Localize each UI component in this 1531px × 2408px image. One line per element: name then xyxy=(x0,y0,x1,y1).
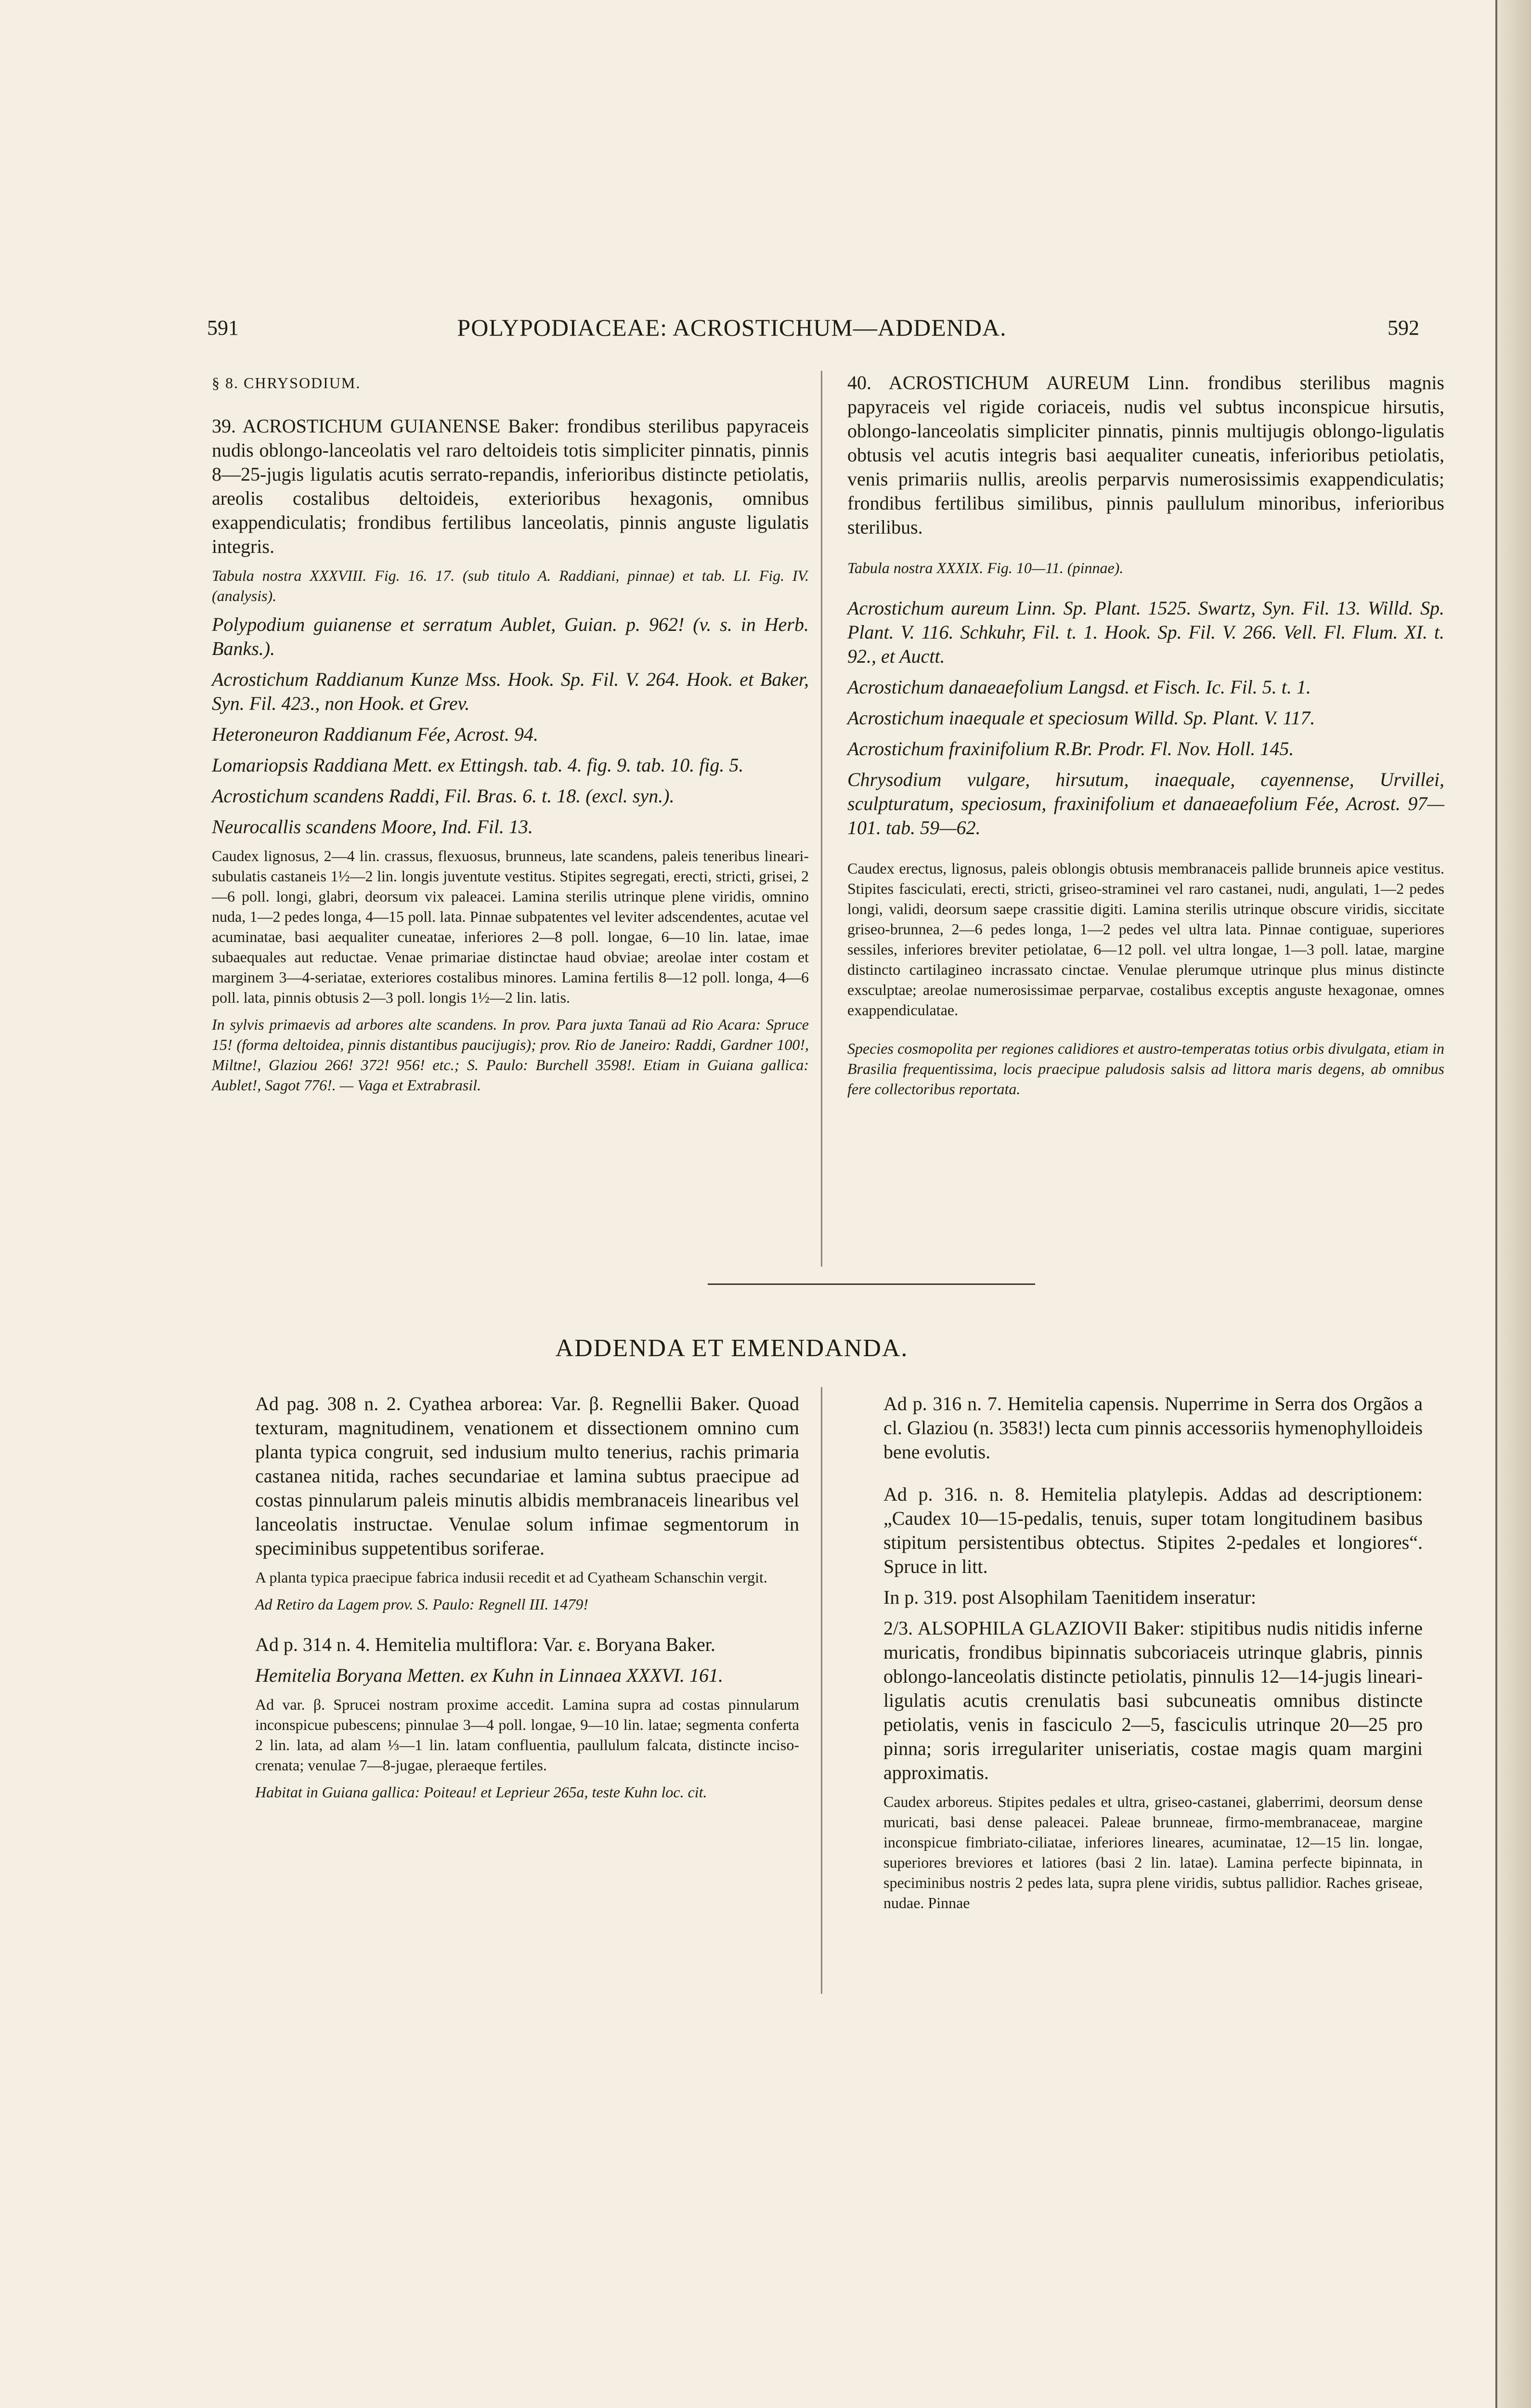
addenda-entry: Ad p. 316 n. 7. Hemitelia capensis. Nuperrime in Serra dos Orgãos a cl. Glaziou (n. 3583!) lecta cum pinnis accessoriis hymenophylloideis bene evolutis. xyxy=(883,1393,1423,1463)
addenda-right-column xyxy=(883,1392,1423,1920)
species-diagnosis: 39. ACROSTICHUM GUIANENSE Baker: frondibus sterilibus papyraceis nudis oblongo-lanceolatis vel raro deltoideis totis simpliciter pinnatis, pinnis 8—25-jugis ligulatis acutis serrato-repandis, inferioribus distincte petiolatis, areolis costalibus deltoideis, exterioribus hexagonis, omnibus exappendiculatis; frondibus fertilibus lanceolatis, pinnis anguste ligulatis integris. xyxy=(212,415,809,557)
addenda-note: Ad var. β. Sprucei nostram proxime accedit. Lamina supra ad costas pinnularum inconspicue pubescens; pinnulae 3—4 poll. longae, 9—10 lin. latae; segmenta conferta 2 lin. lata, ad alam ⅓—1 lin. latam confluentia, paullulum falcata, distincte inciso-crenata; venulae 7—8-jugae, pleraeque fertiles. xyxy=(255,1696,799,1774)
species-diagnosis: 40. ACROSTICHUM AUREUM Linn. frondibus sterilibus magnis papyraceis vel rigide coriaceis, nudis vel subtus inconspicue hirsutis, oblongo-lanceolatis simpliciter pinnatis, pinnis multijugis oblongo-ligulatis obtusis vel acutis integris basi aequaliter cuneatis, inferioribus petiolatis, venis primariis nullis, areolis perparvis numerosissimis exappendiculatis; frondibus fertilibus similibus, pinnis paullulum minoribus, inferioribus sterilibus. xyxy=(847,372,1444,538)
synonym: Acrostichum inaequale et speciosum Willd. Sp. Plant. V. 117. xyxy=(847,707,1315,729)
right-column xyxy=(847,371,1444,1106)
addenda-note: Caudex arboreus. Stipites pedales et ultra, griseo-castanei, glaberrimi, deorsum dense muricati, basi dense paleacei. Paleae brunneae, firmo-membranaceae, margine inconspicue fimbriato-ciliatae, inferiores lineares, acuminatae, 12—15 lin. longae, superiores breviores et latiores (basi 2 lin. latae). Lamina perfecte bipinnata, in speciminibus nostris 2 pedes lata, supra plene viridis, subtus pallidior. Raches griseae, nudae. Pinnae xyxy=(883,1793,1423,1911)
synonym: Acrostichum danaeaefolium Langsd. et Fisch. Ic. Fil. 5. t. 1. xyxy=(847,676,1311,698)
addenda-synonym: Hemitelia Boryana Metten. ex Kuhn in Linnaea XXXVI. 161. xyxy=(255,1664,724,1686)
synonym: Heteroneuron Raddianum Fée, Acrost. 94. xyxy=(212,723,539,745)
addenda-title: ADDENDA ET EMENDANDA. xyxy=(555,1335,908,1362)
column-divider xyxy=(821,371,822,1267)
synonym: Acrostichum fraxinifolium R.Br. Prodr. Fl. Nov. Holl. 145. xyxy=(847,738,1294,759)
habitat-note: In sylvis primaevis ad arbores alte scandens. In prov. Para juxta Tanaü ad Rio Acara: Spruce 15! (forma deltoidea, pinnis distantibus paucijugis); prov. Rio de Janeiro: Raddi, Gardner 100!, Miltne!, Glaziou 266! 372! 956! etc.; S. Paulo: Burchell 3598!. Etiam in Guiana gallica: Aublet!, Sagot 776!. — Vaga et Extrabrasil. xyxy=(212,1016,809,1094)
addenda-locality: Ad Retiro da Lagem prov. S. Paulo: Regnell III. 1479! xyxy=(255,1596,588,1613)
plate-reference: Tabula nostra XXXVIII. Fig. 16. 17. (sub titulo A. Raddiani, pinnae) et tab. LI. Fig. IV. (analysis). xyxy=(212,567,809,604)
running-title: POLYPODIACEAE: ACROSTICHUM—ADDENDA. xyxy=(457,314,1007,341)
section-divider xyxy=(708,1283,1035,1285)
right-page-number: 592 xyxy=(1388,316,1419,340)
synonym: Neurocallis scandens Moore, Ind. Fil. 13. xyxy=(212,816,533,838)
species-description: Caudex erectus, lignosus, paleis oblongis obtusis membranaceis pallide brunneis apice vestitus. Stipites fasciculati, erecti, stricti, griseo-straminei vel raro castanei, nudi, angulati, 1—2 pedes longi, validi, deorsum saepe crassitie digiti. Lamina sterilis utrinque obscure viridis, siccitate griseo-brunnea, 2—6 pedes longa, 1—2 pedes vel ultra lata. Pinnae contiguae, superiores sessiles, inferiores breviter petiolatae, 6—12 poll. vel ultra longae, 1—3 poll. latae, margine distincto cartilagineo incrassato cinctae. Venulae plerumque utrinque plus minus distincte exsculptae; areolae numerosissimae perparvae, costalibus exceptis anguste hexagonae, omnes exappendiculatae. xyxy=(847,860,1444,1019)
addenda-entry: Ad pag. 308 n. 2. Cyathea arborea: Var. β. Regnellii Baker. Quoad texturam, magnitudinem, venationem et dissectionem omnino cum planta typica congruit, sed indusium multo tenerius, rachis primaria castanea nitida, raches secundariae et lamina subtus praecipue ad costas pinnularum paleis minutis albidis membranaceis linearibus vel lanceolatis instructae. Venulae solum infimae segmentorum in speciminibus suppetentibus soriferae. xyxy=(255,1393,799,1559)
synonym: Chrysodium vulgare, hirsutum, inaequale, cayennense, Urvillei, sculpturatum, speciosum, fraxinifolium et danaeaefolium Fée, Acrost. 97—101. tab. 59—62. xyxy=(847,769,1444,838)
left-column xyxy=(212,371,809,1102)
addenda-note: A planta typica praecipue fabrica indusii recedit et ad Cyatheam Schanschin vergit. xyxy=(255,1569,767,1586)
synonym: Polypodium guianense et serratum Aublet, Guian. p. 962! (v. s. in Herb. Banks.). xyxy=(212,614,809,659)
synonym: Lomariopsis Raddiana Mett. ex Ettingsh. tab. 4. fig. 9. tab. 10. fig. 5. xyxy=(212,754,744,776)
synonym: Acrostichum Raddianum Kunze Mss. Hook. Sp. Fil. V. 264. Hook. et Baker, Syn. Fil. 423., non Hook. et Grev. xyxy=(212,668,809,714)
addenda-entry: Ad p. 316. n. 8. Hemitelia platylepis. Addas ad descriptionem: „Caudex 10—15-pedalis, tenuis, super totam longitudinem basibus stipitum persistentibus obtectus. Stipites 2-pedales et longiores“. Spruce in litt. xyxy=(883,1483,1423,1577)
synonym: Acrostichum scandens Raddi, Fil. Bras. 6. t. 18. (excl. syn.). xyxy=(212,785,675,807)
column-divider xyxy=(821,1387,822,1994)
running-header xyxy=(0,315,1454,349)
section-heading: § 8. CHRYSODIUM. xyxy=(212,374,361,392)
addenda-entry: Ad p. 314 n. 4. Hemitelia multiflora: Var. ε. Boryana Baker. xyxy=(255,1634,715,1655)
binding-edge xyxy=(1495,0,1497,2408)
addenda-locality: Habitat in Guiana gallica: Poiteau! et Leprieur 265a, teste Kuhn loc. cit. xyxy=(255,1783,707,1801)
addenda-entry: In p. 319. post Alsophilam Taenitidem inseratur: xyxy=(883,1586,1257,1608)
addenda-left-column xyxy=(255,1392,799,1809)
plate-reference: Tabula nostra XXXIX. Fig. 10—11. (pinnae). xyxy=(847,559,1124,576)
left-page-number: 591 xyxy=(207,316,239,340)
habitat-note: Species cosmopolita per regiones calidiores et austro-temperatas totius orbis divulgata, etiam in Brasilia frequentissima, locis praecipue paludosis salsis ad littora maris degens, ab omnibus fere collectoribus reportata. xyxy=(847,1040,1444,1098)
addenda-entry: 2/3. ALSOPHILA GLAZIOVII Baker: stipitibus nudis nitidis inferne muricatis, frondibus bipinnatis subcoriaceis utrinque glabris, pinnis oblongo-lanceolatis distincte petiolatis, pinnulis 12—14-jugis lineari-ligulatis acutis crenulatis basi subcuneatis omnibus distincte petiolatis, venis in fasciculo 2—5, fasciculis utrinque 20—25 pro pinna; soris irregulariter uniseriatis, costae magis quam margini approximatis. xyxy=(883,1617,1423,1783)
synonym: Acrostichum aureum Linn. Sp. Plant. 1525. Swartz, Syn. Fil. 13. Willd. Sp. Plant. V. 116. Schkuhr, Fil. t. 1. Hook. Sp. Fil. V. 266. Vell. Fl. Flum. XI. t. 92., et Auctt. xyxy=(847,597,1444,667)
page-gutter xyxy=(1497,0,1531,2408)
species-description: Caudex lignosus, 2—4 lin. crassus, flexuosus, brunneus, late scandens, paleis teneribus lineari-subulatis castaneis 1½—2 lin. longis juventute vestitus. Stipites segregati, erecti, stricti, grisei, 2—6 poll. longi, glabri, deorsum vix paleacei. Lamina sterilis utrinque plene viridis, omnino nuda, 1—2 pedes longa, 4—15 poll. lata. Pinnae subpatentes vel leviter adscendentes, acutae vel acuminatae, basi aequaliter cuneatae, inferiores 2—8 poll. longae, 6—10 lin. latae, imae subaequales aut reductae. Venae primariae distinctae haud obviae; areolae inter costam et marginem 3—4-seriatae, exteriores costalibus minores. Lamina fertilis 8—12 poll. longa, 4—6 poll. lata, pinnis obtusis 2—3 poll. longis 1½—2 lin. latis. xyxy=(212,847,809,1006)
